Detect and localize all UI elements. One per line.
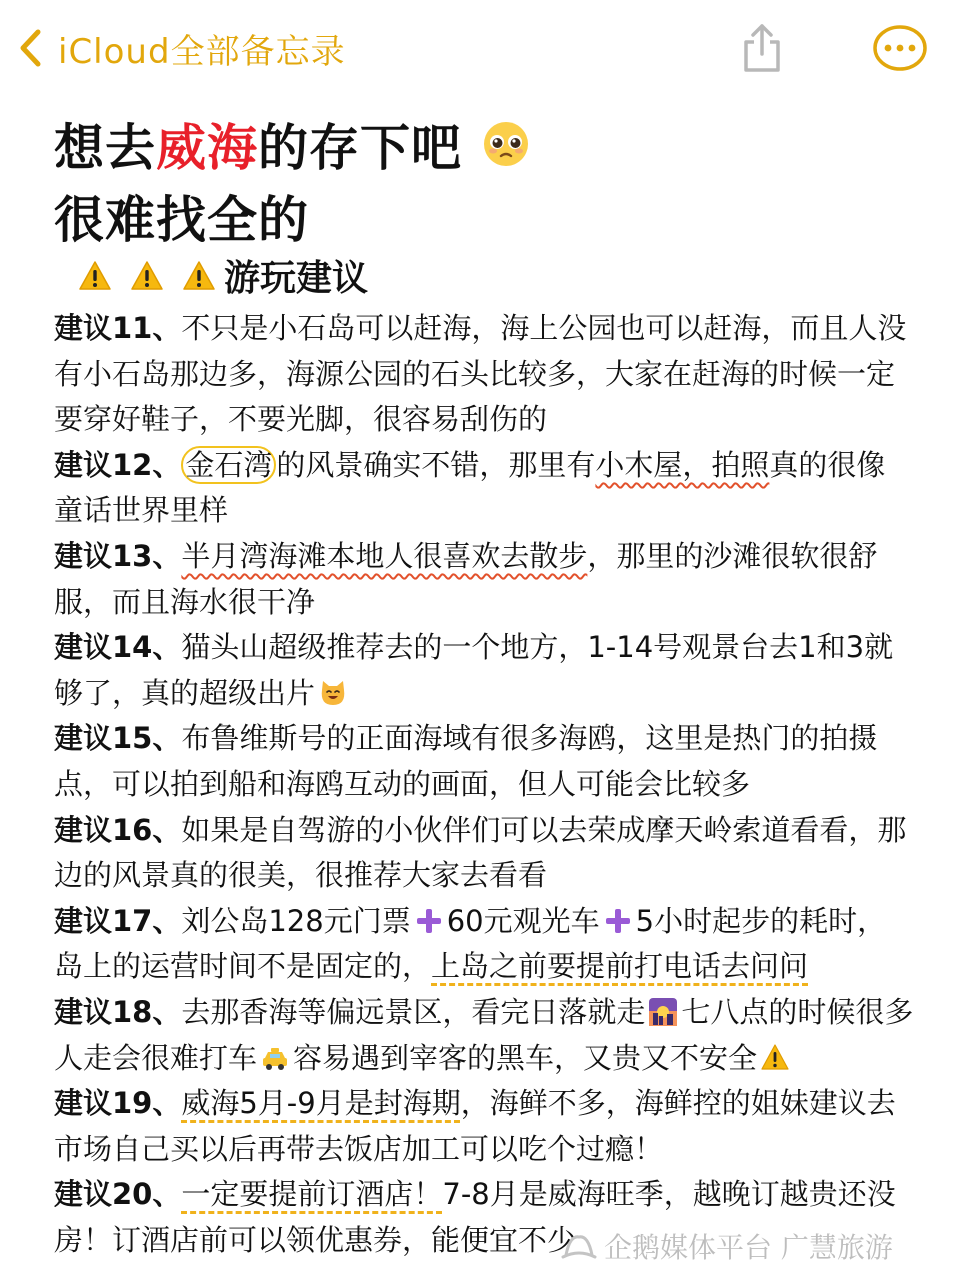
wavy-underlined-text: 小木屋，拍照 (595, 447, 770, 482)
dashed-underlined-text: 一定要提前订酒店！ (181, 1177, 443, 1212)
tip-item (54, 306, 914, 443)
tip-item (54, 443, 914, 534)
section-heading (78, 250, 368, 301)
tip-text: 去那香海等偏远景区，看完日落就走 (181, 994, 646, 1029)
plus-icon (414, 906, 444, 936)
tip-number: 建议16、 (54, 812, 182, 847)
back-button[interactable] (18, 28, 346, 72)
title-highlight: 威海 (156, 119, 258, 177)
dashed-underlined-text: 威海5月-9月是封海期 (181, 1086, 461, 1121)
circled-text: 金石湾 (181, 446, 276, 484)
note-subtitle: 很难找全的 (54, 191, 309, 249)
tip-text: 的风景确实不错，那里有 (276, 447, 596, 482)
tip-number: 建议11、 (54, 311, 182, 345)
title-suffix: 的存下吧 (258, 119, 462, 177)
tip-number: 建议12、 (54, 447, 182, 482)
tip-text: ，海鲜不多，海鲜控的姐妹建议去市场自己买以后再带去饭店加工可以吃个过瘾！ (54, 1086, 896, 1166)
tip-item (54, 534, 914, 625)
watermark (560, 1226, 893, 1266)
tip-number: 建议20、 (54, 1177, 182, 1212)
title-prefix: 想去 (54, 119, 156, 177)
wavy-underlined-text: 半月湾海滩本地人很喜欢去散步 (181, 538, 588, 573)
smiling-cat-emoji (318, 678, 348, 708)
penguin-logo-icon (560, 1231, 598, 1261)
tip-number: 建议13、 (54, 538, 182, 573)
warning-icon (760, 1043, 790, 1073)
tip-number: 建议14、 (54, 630, 182, 665)
tip-text: 布鲁维斯号的正面海域有很多海鸥，这里是热门的拍摄点，可以拍到船和海鸥互动的画面，但人可能会比较多 (54, 721, 878, 801)
taxi-emoji (260, 1043, 290, 1073)
tip-number: 建议15、 (54, 721, 182, 756)
plus-icon (603, 906, 633, 936)
tip-text: 容易遇到宰客的黑车，又贵又不安全 (293, 1040, 758, 1075)
note-body[interactable] (54, 306, 914, 1263)
chevron-left-icon (18, 28, 44, 68)
tip-text: 刘公岛128元门票 (181, 903, 411, 938)
tip-item (54, 899, 914, 990)
tip-text: 真的很像童话世界里样 (54, 447, 886, 528)
back-label: iCloud全部备忘录 (58, 31, 346, 72)
share-button[interactable] (736, 22, 788, 74)
tip-item (54, 990, 914, 1081)
tip-item (54, 716, 914, 807)
tip-item (54, 808, 914, 899)
warning-icon (182, 260, 216, 292)
tip-text: 如果是自驾游的小伙伴们可以去荣成摩天岭索道看看，那边的风景真的很美，很推荐大家去看看 (54, 812, 907, 893)
pleading-face-emoji (482, 120, 530, 168)
tip-text: 60元观光车 (446, 903, 600, 938)
nav-bar (0, 0, 960, 100)
more-icon (872, 24, 928, 72)
tip-text: 7-8月是威海旺季，越晚订越贵还没房！订酒店前可以领优惠券，能便宜不少 (54, 1177, 896, 1257)
sunset-emoji (648, 997, 678, 1027)
warning-icon (130, 260, 164, 292)
tip-text: ，那里的沙滩很软很舒服，而且海水很干净 (54, 538, 878, 619)
tip-number: 建议18、 (54, 994, 182, 1029)
tip-text: 5小时起步的耗时，岛上的运营时间不是固定的， (54, 903, 887, 984)
tip-number: 建议19、 (54, 1086, 182, 1121)
tip-text: 七八点的时候很多人走会很难打车 (54, 994, 914, 1075)
watermark-text: 企鹅媒体平台 广慧旅游 (604, 1231, 893, 1264)
tip-number: 建议17、 (54, 903, 182, 938)
section-title: 游玩建议 (224, 258, 369, 299)
more-options-button[interactable] (872, 24, 928, 72)
warning-icon (78, 260, 112, 292)
share-icon (736, 22, 788, 74)
tip-text: 不只是小石岛可以赶海，海上公园也可以赶海，而且人没有小石岛那边多，海源公园的石头比较多，大家在赶海的时候一定要穿好鞋子，不要光脚，很容易刮伤的 (54, 311, 907, 437)
note-title (54, 108, 530, 180)
tip-item (54, 625, 914, 716)
tip-text: 猫头山超级推荐去的一个地方，1-14号观景台去1和3就够了，真的超级出片 (54, 630, 894, 710)
dashed-underlined-text: 上岛之前要提前打电话去问问 (431, 949, 809, 984)
tip-item (54, 1081, 914, 1172)
